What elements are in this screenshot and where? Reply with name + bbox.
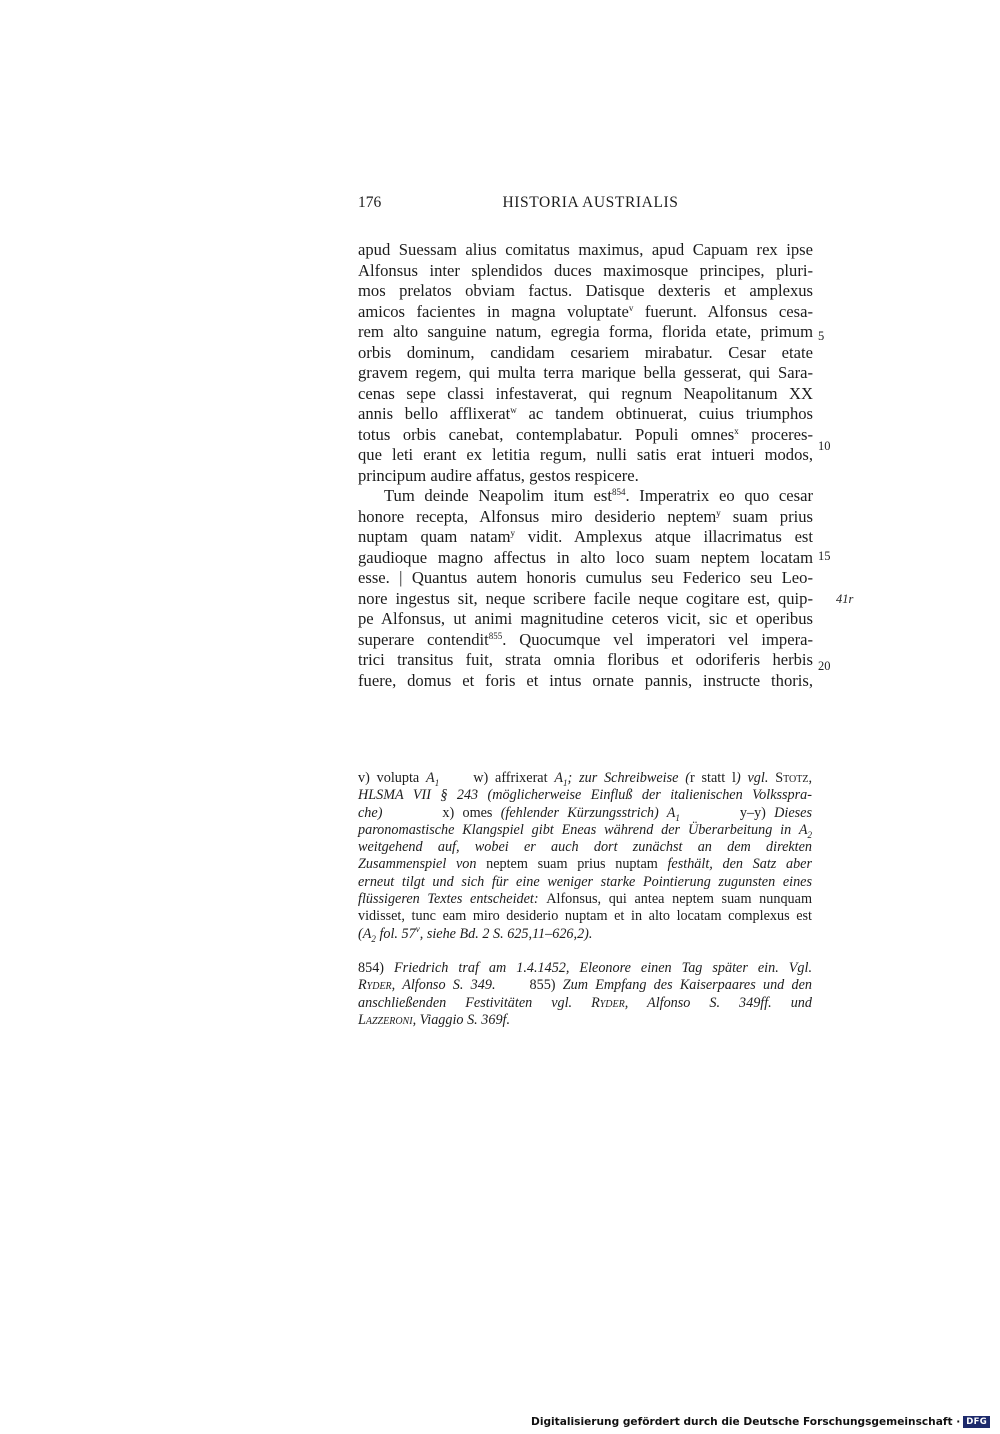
page-number: 176 bbox=[358, 194, 382, 211]
commentary-text: , Alfonso S. 349. bbox=[391, 977, 496, 994]
siglum: A bbox=[798, 821, 808, 838]
apparatus-text: w) affrixerat bbox=[473, 770, 555, 786]
text-segment: superare contendit bbox=[358, 629, 489, 649]
siglum-index: 2 bbox=[371, 933, 376, 944]
apparatus-text: x) omes bbox=[442, 804, 501, 821]
text-line: gaudioque magno affectus in alto loco suam neptem locatam bbox=[358, 547, 813, 567]
siglum-index: 1 bbox=[434, 777, 440, 788]
text-line: gravem regem, qui multa terra marique bella gesserat, qui Sara- bbox=[358, 363, 813, 382]
apparatus-text: y–y) bbox=[739, 804, 775, 821]
text-line: principum audire affatus, gestos respicere. bbox=[358, 465, 639, 485]
line-number: 20 bbox=[818, 659, 831, 673]
text-segment: Tum deinde Neapolim itum est bbox=[384, 486, 612, 505]
text-line: cenas sepe classi infestaverat, qui regnum Neapolitanum XX bbox=[358, 383, 813, 403]
siglum: A bbox=[426, 770, 435, 786]
main-text bbox=[358, 240, 813, 691]
running-header bbox=[358, 192, 813, 216]
apparatus-text: ) vgl. bbox=[735, 770, 776, 786]
apparatus-line: vidisset, tunc eam miro desiderio nuptam et in alto locatam complexus est bbox=[358, 908, 812, 925]
siglum-index: 1 bbox=[675, 812, 680, 823]
running-title: HISTORIA AUSTRIALIS bbox=[502, 194, 679, 211]
apparatus-text: Dieses bbox=[774, 804, 812, 821]
author-name: Ryder bbox=[591, 994, 625, 1011]
critical-apparatus bbox=[358, 770, 812, 943]
text-line bbox=[358, 425, 813, 446]
text-line: Alfonsus inter splendidos duces maximosque principes, pluri- bbox=[358, 260, 813, 280]
apparatus-text: festhält, den Satz aber bbox=[657, 856, 812, 873]
text-line: apud Suessam alius comitatus maximus, apud Capuam rex ipse bbox=[358, 240, 813, 259]
digitization-footer bbox=[531, 1416, 990, 1432]
siglum: A bbox=[554, 770, 564, 786]
text-line: mos prelatos obviam factus. Datisque dexteris et amplexus bbox=[358, 281, 813, 300]
commentary-line bbox=[358, 960, 812, 977]
footnote-mark: 855 bbox=[488, 630, 503, 641]
text-line bbox=[358, 404, 813, 425]
apparatus-text: che) bbox=[358, 804, 383, 821]
text-line bbox=[358, 630, 813, 651]
apparatus-text: Alfonsus, qui antea neptem suam nunquam bbox=[546, 891, 812, 908]
text-segment: fuerunt. Alfonsus cesa- bbox=[633, 301, 813, 321]
apparatus-text: ; zur Schreibweise ( bbox=[567, 770, 690, 786]
text-line bbox=[358, 507, 813, 528]
commentary-notes bbox=[358, 960, 812, 1029]
commentary-text: anschließenden Festivitäten vgl. bbox=[358, 994, 592, 1011]
line-number: 15 bbox=[818, 549, 831, 563]
apparatus-line bbox=[358, 770, 812, 787]
text-line: fuere, domus et foris et intus ornate pannis, instructe thoris, bbox=[358, 670, 813, 690]
apparatus-text: Zusammenspiel von bbox=[358, 856, 487, 873]
siglum: A bbox=[666, 804, 676, 821]
text-line: orbis dominum, candidam cesariem mirabatur. Cesar etate bbox=[358, 342, 813, 362]
apparatus-text: paronomastische Klangspiel gibt Eneas während der Überarbeitung in bbox=[358, 821, 799, 838]
text-line: trici transitus fuit, strata omnia floribus et odoriferis herbis bbox=[358, 650, 813, 669]
apparatus-line bbox=[358, 805, 812, 822]
apparatus-mark: y bbox=[510, 528, 516, 538]
text-segment: honore recepta, Alfonsus miro desiderio neptem bbox=[358, 506, 717, 526]
apparatus-text: , siehe Bd. 2 S. 625,11–626,2). bbox=[419, 925, 593, 942]
commentary-text: Friedrich traf am 1.4.1452, Eleonore einen Tag später ein. Vgl. bbox=[394, 960, 812, 976]
commentary-line bbox=[358, 977, 812, 994]
siglum-index: 1 bbox=[563, 777, 568, 788]
text-segment: ac tandem obtinuerat, cuius triumphos bbox=[516, 404, 814, 423]
footnote-number: 854) bbox=[358, 960, 395, 976]
apparatus-line bbox=[358, 856, 812, 873]
commentary-line bbox=[358, 1012, 812, 1029]
text-segment: annis bello afflixerat bbox=[358, 404, 511, 423]
apparatus-mark: x bbox=[734, 425, 739, 436]
apparatus-line: weitgehend auf, wobei er auch dort zunächst an dem direkten bbox=[358, 839, 812, 856]
text-segment: amicos facientes in magna voluptate bbox=[358, 301, 629, 321]
text-line: pe Alfonsus, ut animi magnitudine ceteros vicit, sic et operibus bbox=[358, 609, 813, 628]
text-line bbox=[358, 527, 813, 548]
footnote-number: 855) bbox=[529, 977, 563, 994]
siglum-index: 2 bbox=[807, 829, 812, 840]
apparatus-line: erneut tilgt und sich für eine weniger starke Pointierung zugunsten eines bbox=[358, 873, 812, 890]
apparatus-text: v) volupta bbox=[358, 770, 427, 786]
text-segment: totus orbis canebat, contemplabatur. Populi omnes bbox=[358, 424, 735, 444]
text-line bbox=[358, 302, 813, 323]
apparatus-text: fol. 57 bbox=[375, 925, 416, 942]
text-segment: suam prius bbox=[720, 506, 813, 526]
apparatus-line bbox=[358, 923, 812, 944]
apparatus-mark: w bbox=[510, 405, 517, 415]
text-segment: . Imperatrix eo quo cesar bbox=[625, 486, 813, 505]
text-line: esse. | Quantus autem honoris cumulus seu Federico seu Leo- bbox=[358, 568, 813, 587]
folio-verso-mark: v bbox=[415, 923, 420, 934]
author-name: Ryder bbox=[358, 977, 392, 994]
apparatus-mark: v bbox=[628, 302, 634, 313]
apparatus-mark: y bbox=[716, 507, 721, 518]
commentary-text: , Alfonso S. 349ff. und bbox=[624, 994, 812, 1011]
dfg-logo: DFG bbox=[963, 1416, 990, 1428]
text-line bbox=[358, 486, 813, 507]
margin-folio: 41r bbox=[836, 592, 854, 606]
text-line: que leti erant ex letitia regum, nulli satis erat intueri modos, bbox=[358, 445, 813, 464]
text-segment: nuptam quam natam bbox=[358, 527, 511, 546]
line-number: 5 bbox=[818, 329, 825, 343]
apparatus-text: , bbox=[808, 770, 813, 786]
apparatus-text: neptem suam prius nuptam bbox=[486, 856, 658, 873]
apparatus-line bbox=[358, 822, 812, 839]
author-name: Stotz bbox=[775, 770, 809, 786]
commentary-line bbox=[358, 995, 812, 1012]
apparatus-text: (fehlender Kürzungsstrich) bbox=[500, 804, 667, 821]
apparatus-text: r statt l bbox=[689, 770, 736, 786]
text-segment: . Quocumque vel imperatori vel impera- bbox=[502, 629, 813, 649]
commentary-text: , Viaggio S. 369f. bbox=[412, 1011, 511, 1028]
apparatus-line: HLSMA VII § 243 (möglicherweise Einfluß der italienischen Volksspra- bbox=[358, 787, 812, 804]
line-number: 10 bbox=[818, 439, 831, 453]
siglum: A bbox=[362, 925, 372, 942]
text-segment: proceres- bbox=[738, 424, 813, 444]
footnote-mark: 854 bbox=[611, 487, 626, 497]
text-line: nore ingestus sit, neque scribere facile neque cogitare est, quip- bbox=[358, 588, 813, 608]
text-line: rem alto sanguine natum, egregia forma, florida etate, primum bbox=[358, 322, 813, 341]
apparatus-line bbox=[358, 891, 812, 908]
author-name: Lazzeroni bbox=[358, 1011, 413, 1028]
apparatus-text: ( bbox=[358, 925, 363, 942]
apparatus-text: flüssigeren Textes entscheidet: bbox=[358, 891, 547, 908]
text-segment: vidit. Amplexus atque illacrimatus est bbox=[515, 527, 813, 546]
footer-text: Digitalisierung gefördert durch die Deutsche Forschungsgemeinschaft · bbox=[531, 1416, 961, 1428]
commentary-text: Zum Empfang des Kaiserpaares und den bbox=[562, 977, 812, 994]
